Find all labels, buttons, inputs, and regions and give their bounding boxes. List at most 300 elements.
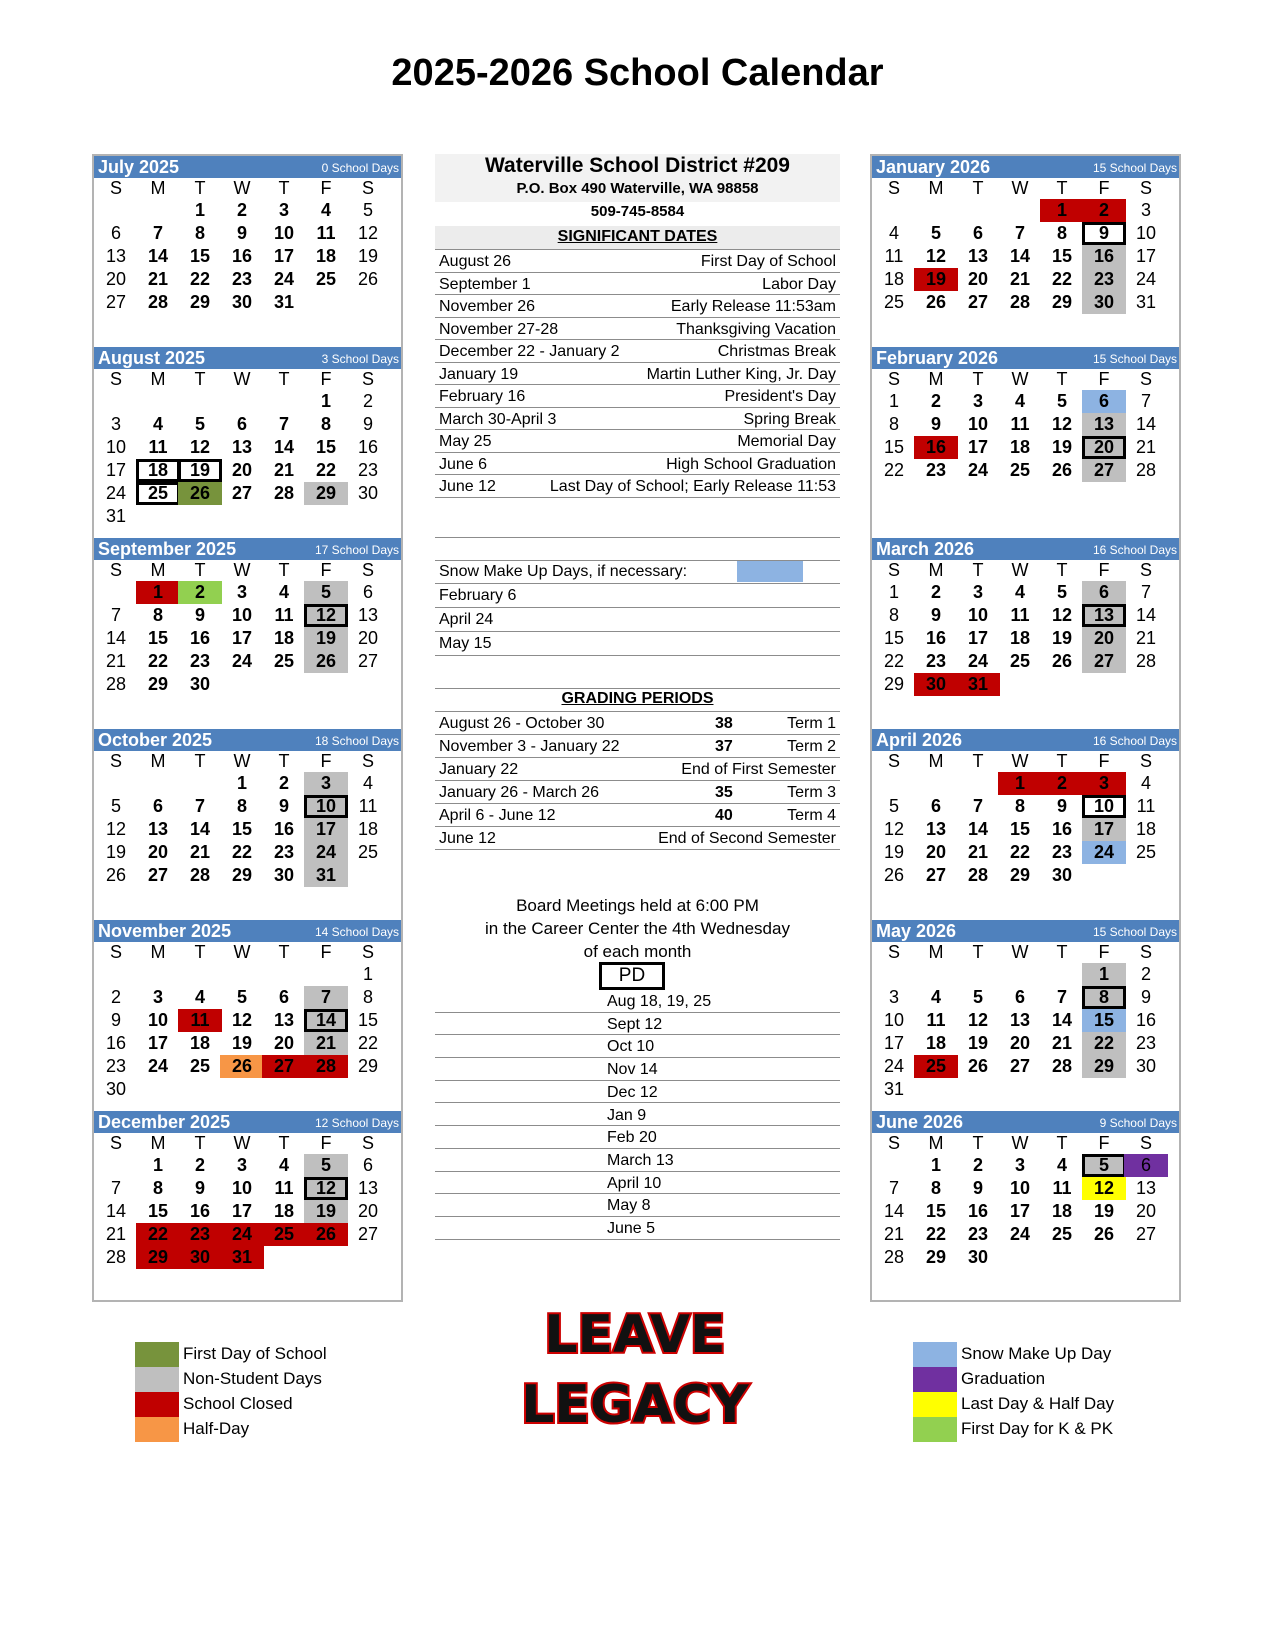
day-cell: 16 [231, 246, 253, 266]
legend-swatch [135, 1417, 179, 1442]
day-cell: 19 [304, 1200, 348, 1223]
day-cell: 1 [236, 773, 247, 793]
day-cell: 23 [273, 842, 295, 862]
period-term: Term 3 [787, 784, 836, 801]
weekday-label: S [361, 751, 374, 771]
day-cell: 4 [888, 223, 899, 243]
day-cell: 20 [357, 1201, 379, 1221]
day-cell: 16 [967, 1201, 989, 1221]
day-cell: 8 [194, 223, 205, 243]
grading-period-row [435, 781, 840, 804]
pd-date: Sept 12 [607, 1015, 663, 1033]
day-cell: 29 [1082, 1055, 1126, 1078]
day-cell: 12 [925, 246, 947, 266]
day-cell: 13 [147, 819, 169, 839]
day-cell: 20 [925, 842, 947, 862]
day-cell: 22 [883, 460, 905, 480]
weekday-label: T [972, 560, 984, 580]
legend-swatch [135, 1342, 179, 1367]
day-cell: 16 [1051, 819, 1073, 839]
day-cell: 14 [883, 1201, 905, 1221]
day-cell: 16 [273, 819, 295, 839]
day-cell: 27 [925, 865, 947, 885]
school-days-count: 15 School Days [1092, 925, 1177, 939]
weekday-label: W [233, 560, 251, 580]
day-cell: 12 [304, 604, 348, 627]
grading-period-row [435, 827, 840, 850]
pd-date: April 10 [607, 1174, 662, 1192]
day-cell: 18 [315, 246, 337, 266]
event-name: Labor Day [762, 275, 836, 293]
page-title: 2025-2026 School Calendar [391, 52, 884, 94]
snow-day-row [435, 584, 840, 608]
weekday-label: S [887, 942, 900, 962]
legend-label: School Closed [183, 1394, 293, 1413]
day-cell: 9 [930, 414, 941, 434]
pd-date-row [435, 1172, 840, 1195]
day-cell: 18 [1135, 819, 1157, 839]
day-cell: 27 [1135, 1224, 1157, 1244]
day-cell: 27 [147, 865, 169, 885]
day-cell: 28 [105, 674, 127, 694]
day-cell: 29 [1009, 865, 1031, 885]
day-cell: 12 [1082, 1177, 1126, 1200]
weekday-label: S [1139, 369, 1152, 389]
period-range: January 26 - March 26 [439, 784, 600, 801]
day-cell: 10 [273, 223, 295, 243]
day-cell: 9 [362, 414, 373, 434]
day-cell: 25 [136, 482, 180, 505]
weekday-label: M [928, 1133, 944, 1153]
day-cell: 17 [231, 1201, 253, 1221]
day-cell: 31 [273, 292, 295, 312]
significant-date-row [435, 273, 840, 296]
day-cell: 24 [967, 460, 989, 480]
weekday-label: W [1011, 560, 1029, 580]
day-cell: 23 [105, 1056, 127, 1076]
day-cell: 4 [1140, 773, 1151, 793]
day-cell: 22 [315, 460, 337, 480]
grading-period-row [435, 712, 840, 735]
weekday-label: M [150, 942, 166, 962]
month-block [872, 347, 1179, 538]
event-date: December 22 - January 2 [439, 343, 620, 360]
day-cell: 7 [1140, 582, 1151, 602]
day-cell: 29 [925, 1247, 947, 1267]
day-cell: 5 [1056, 582, 1067, 602]
school-days-count: 3 School Days [321, 352, 399, 366]
significant-date-row [435, 340, 840, 363]
period-term: End of First Semester [681, 761, 836, 778]
weekday-label: T [1056, 942, 1068, 962]
weekday-label: T [278, 1133, 290, 1153]
day-cell: 9 [1056, 796, 1067, 816]
day-cell: 13 [357, 1178, 379, 1198]
day-cell: 7 [888, 1178, 899, 1198]
period-range: April 6 - June 12 [439, 807, 556, 824]
day-cell: 13 [967, 246, 989, 266]
day-cell: 5 [304, 1154, 348, 1177]
weekday-label: S [1139, 942, 1152, 962]
day-cell: 18 [1009, 628, 1031, 648]
day-cell: 1 [1040, 199, 1084, 222]
day-cell: 26 [304, 650, 348, 673]
day-cell: 25 [357, 842, 379, 862]
day-cell: 27 [1082, 459, 1126, 482]
day-cell: 31 [304, 864, 348, 887]
day-cell: 1 [888, 582, 899, 602]
day-cell: 14 [273, 437, 295, 457]
day-cell: 25 [189, 1056, 211, 1076]
day-cell: 17 [105, 460, 127, 480]
school-days-count: 0 School Days [321, 161, 399, 175]
day-cell: 10 [304, 795, 348, 818]
snow-makeup-row [435, 560, 840, 584]
day-cell: 23 [1051, 842, 1073, 862]
day-cell: 30 [273, 865, 295, 885]
day-cell: 18 [925, 1033, 947, 1053]
significant-dates-heading: SIGNIFICANT DATES [557, 228, 718, 245]
weekday-label: F [320, 942, 332, 962]
day-cell: 23 [967, 1224, 989, 1244]
day-cell: 19 [914, 268, 958, 291]
day-cell: 3 [972, 391, 983, 411]
day-cell: 18 [273, 628, 295, 648]
day-cell: 17 [1135, 246, 1157, 266]
weekday-label: T [194, 1133, 206, 1153]
day-cell: 24 [883, 1056, 905, 1076]
day-cell: 22 [189, 269, 211, 289]
day-cell: 2 [930, 582, 941, 602]
day-cell: 3 [152, 987, 163, 1007]
pd-date: Dec 12 [607, 1083, 658, 1101]
weekday-label: S [361, 1133, 374, 1153]
month-header [94, 347, 401, 369]
legend-label: Last Day & Half Day [961, 1394, 1115, 1413]
month-block [94, 920, 401, 1111]
day-cell: 5 [304, 581, 348, 604]
day-cell: 30 [1051, 865, 1073, 885]
day-cell: 27 [1009, 1056, 1031, 1076]
day-cell: 22 [357, 1033, 379, 1053]
day-cell: 30 [178, 1246, 222, 1269]
day-cell: 21 [1135, 628, 1157, 648]
day-cell: 13 [925, 819, 947, 839]
day-cell: 21 [304, 1032, 348, 1055]
weekday-label: S [1139, 560, 1152, 580]
day-cell: 6 [1082, 390, 1126, 413]
weekday-label: S [887, 751, 900, 771]
day-cell: 5 [362, 200, 373, 220]
day-cell: 17 [231, 628, 253, 648]
legend-label: First Day of School [183, 1344, 327, 1363]
day-cell: 16 [1082, 245, 1126, 268]
day-cell: 2 [110, 987, 121, 1007]
weekday-label: T [278, 369, 290, 389]
day-cell: 14 [967, 819, 989, 839]
day-cell: 30 [1135, 1056, 1157, 1076]
grading-period-row [435, 804, 840, 827]
weekday-label: S [1139, 1133, 1152, 1153]
day-cell: 27 [1082, 650, 1126, 673]
day-cell: 31 [883, 1079, 905, 1099]
day-cell: 14 [105, 1201, 127, 1221]
snow-makeup-label: Snow Make Up Days, if necessary: [439, 563, 688, 580]
pd-label: PD [599, 962, 665, 990]
day-cell: 20 [1009, 1033, 1031, 1053]
weekday-label: T [1056, 1133, 1068, 1153]
event-date: February 16 [439, 388, 526, 405]
day-cell: 30 [357, 483, 379, 503]
day-cell: 26 [105, 865, 127, 885]
leave-legacy-logo [505, 1300, 765, 1440]
month-name: January 2026 [876, 157, 991, 177]
event-name: Christmas Break [717, 343, 836, 360]
weekday-label: W [1011, 751, 1029, 771]
day-cell: 5 [888, 796, 899, 816]
weekday-label: F [1098, 560, 1110, 580]
month-name: April 2026 [876, 730, 963, 750]
event-date: June 12 [439, 478, 496, 495]
period-range: June 12 [439, 830, 496, 847]
day-cell: 8 [236, 796, 247, 816]
weekday-label: W [233, 1133, 251, 1153]
day-cell: 2 [1082, 199, 1126, 222]
weekday-label: M [928, 369, 944, 389]
day-cell: 6 [110, 223, 121, 243]
day-cell: 27 [967, 292, 989, 312]
day-cell: 3 [110, 414, 121, 434]
day-cell: 4 [1014, 391, 1025, 411]
day-cell: 9 [110, 1010, 121, 1030]
day-cell: 15 [1082, 1009, 1126, 1032]
school-days-count: 14 School Days [314, 925, 399, 939]
day-cell: 23 [1082, 268, 1126, 291]
weekday-label: T [278, 751, 290, 771]
day-cell: 9 [1140, 987, 1151, 1007]
day-cell: 13 [1082, 604, 1126, 627]
legend-swatch [135, 1367, 179, 1392]
day-cell: 2 [1140, 964, 1151, 984]
day-cell: 2 [178, 581, 222, 604]
event-name: Martin Luther King, Jr. Day [646, 365, 836, 383]
legend-label: Non-Student Days [183, 1369, 322, 1388]
day-cell: 11 [148, 437, 168, 457]
day-cell: 2 [930, 391, 941, 411]
day-cell: 24 [220, 1223, 264, 1246]
day-cell: 19 [967, 1033, 989, 1053]
day-cell: 22 [231, 842, 253, 862]
day-cell: 21 [105, 1224, 127, 1244]
day-cell: 8 [152, 1178, 163, 1198]
day-cell: 24 [147, 1056, 169, 1076]
day-cell: 2 [362, 391, 373, 411]
weekday-label: M [150, 751, 166, 771]
weekday-label: W [1011, 942, 1029, 962]
day-cell: 11 [1010, 605, 1030, 625]
weekday-label: S [887, 369, 900, 389]
day-cell: 2 [194, 1155, 205, 1175]
period-term: Term 1 [787, 715, 836, 732]
event-name: Early Release 11:53am [670, 298, 836, 315]
day-cell: 24 [1082, 841, 1126, 864]
day-cell: 20 [147, 842, 169, 862]
day-cell: 23 [189, 651, 211, 671]
day-cell: 10 [883, 1010, 905, 1030]
day-cell: 3 [1140, 200, 1151, 220]
legend-label: Graduation [961, 1369, 1046, 1388]
day-cell: 10 [231, 1178, 253, 1198]
day-cell: 10 [147, 1010, 169, 1030]
day-cell: 10 [231, 605, 253, 625]
day-cell: 8 [1056, 223, 1067, 243]
day-cell: 24 [1135, 269, 1157, 289]
pd-date: June 5 [607, 1220, 656, 1237]
day-cell: 11 [274, 1178, 294, 1198]
legend-label: Snow Make Up Day [961, 1344, 1112, 1363]
day-cell: 28 [1135, 460, 1157, 480]
day-cell: 28 [1051, 1056, 1073, 1076]
pd-date: May 8 [607, 1197, 651, 1215]
day-cell: 23 [178, 1223, 222, 1246]
day-cell: 17 [883, 1033, 905, 1053]
day-cell: 27 [262, 1055, 306, 1078]
legend-label: First Day for K & PK [961, 1419, 1114, 1438]
snow-day-row [435, 608, 840, 632]
day-cell: 26 [1051, 460, 1073, 480]
day-cell: 14 [304, 1009, 348, 1032]
day-cell: 29 [357, 1056, 379, 1076]
day-cell: 22 [1009, 842, 1031, 862]
day-cell: 22 [883, 651, 905, 671]
month-header [872, 347, 1179, 369]
board-meeting-line: Board Meetings held at 6:00 PM [516, 896, 759, 915]
day-cell: 5 [110, 796, 121, 816]
school-days-count: 12 School Days [314, 1116, 399, 1130]
day-cell: 3 [1082, 772, 1126, 795]
day-cell: 31 [105, 506, 127, 526]
day-cell: 28 [273, 483, 295, 503]
significant-date-row [435, 453, 840, 476]
day-cell: 28 [304, 1055, 348, 1078]
day-cell: 2 [972, 1155, 983, 1175]
day-cell: 4 [1056, 1155, 1067, 1175]
day-cell: 23 [925, 460, 947, 480]
pd-date-row [435, 1013, 840, 1036]
day-cell: 16 [1135, 1010, 1157, 1030]
month-block [94, 729, 401, 920]
day-cell: 6 [930, 796, 941, 816]
blank-rule [435, 537, 840, 538]
weekday-label: T [1056, 369, 1068, 389]
day-cell: 11 [926, 1010, 946, 1030]
day-cell: 17 [273, 246, 295, 266]
period-term: Term 4 [787, 807, 836, 824]
weekday-label: W [1011, 178, 1029, 198]
day-cell: 6 [362, 1155, 373, 1175]
day-cell: 20 [1135, 1201, 1157, 1221]
day-cell: 25 [315, 269, 337, 289]
month-block [872, 729, 1179, 920]
day-cell: 14 [1135, 605, 1157, 625]
day-cell: 13 [1082, 413, 1126, 436]
snow-day-date: May 15 [439, 635, 492, 652]
day-cell: 15 [1009, 819, 1031, 839]
month-block [94, 538, 401, 729]
day-cell: 14 [189, 819, 211, 839]
day-cell: 31 [1135, 292, 1157, 312]
day-cell: 12 [883, 819, 905, 839]
weekday-label: T [972, 178, 984, 198]
day-cell: 26 [925, 292, 947, 312]
weekday-label: M [928, 942, 944, 962]
period-days: 38 [715, 715, 733, 732]
day-cell: 10 [967, 414, 989, 434]
significant-date-row [435, 295, 840, 318]
weekday-label: F [1098, 178, 1110, 198]
significant-date-row [435, 475, 840, 498]
event-date: June 6 [439, 455, 488, 473]
month-header [872, 920, 1179, 942]
day-cell: 25 [1009, 460, 1031, 480]
day-cell: 21 [147, 269, 169, 289]
period-days: 40 [715, 807, 733, 824]
day-cell: 4 [152, 414, 163, 434]
day-cell: 24 [273, 269, 295, 289]
weekday-label: F [320, 1133, 332, 1153]
day-cell: 14 [105, 628, 127, 648]
day-cell: 20 [1082, 436, 1126, 459]
day-cell: 4 [278, 582, 289, 602]
day-cell: 1 [930, 1155, 941, 1175]
weekday-label: W [233, 751, 251, 771]
day-cell: 4 [1014, 582, 1025, 602]
weekday-label: T [972, 751, 984, 771]
day-cell: 28 [1135, 651, 1157, 671]
weekday-label: S [361, 178, 374, 198]
event-name: High School Graduation [666, 455, 836, 473]
day-cell: 25 [1135, 842, 1157, 862]
period-range: August 26 - October 30 [439, 715, 605, 732]
weekday-label: T [1056, 751, 1068, 771]
day-cell: 11 [274, 605, 294, 625]
weekday-label: F [320, 751, 332, 771]
day-cell: 4 [362, 773, 373, 793]
day-cell: 1 [888, 391, 899, 411]
day-cell: 1 [998, 772, 1042, 795]
day-cell: 4 [320, 200, 331, 220]
day-cell: 17 [147, 1033, 169, 1053]
logo-line-legacy: LEGACY [521, 1375, 749, 1435]
day-cell: 28 [189, 865, 211, 885]
day-cell: 9 [194, 1178, 205, 1198]
day-cell: 11 [1052, 1178, 1072, 1198]
day-cell: 20 [967, 269, 989, 289]
district-phone: 509-745-8584 [590, 203, 685, 220]
logo-line-leave: LEAVE [544, 1305, 726, 1365]
day-cell: 6 [972, 223, 983, 243]
day-cell: 19 [178, 459, 222, 482]
day-cell: 1 [194, 200, 205, 220]
day-cell: 23 [925, 651, 947, 671]
weekday-label: T [1056, 178, 1068, 198]
weekday-label: F [1098, 1133, 1110, 1153]
day-cell: 2 [236, 200, 247, 220]
significant-date-row [435, 363, 840, 386]
pd-date-row [435, 1217, 840, 1240]
day-cell: 6 [1124, 1154, 1168, 1177]
day-cell: 7 [278, 414, 289, 434]
